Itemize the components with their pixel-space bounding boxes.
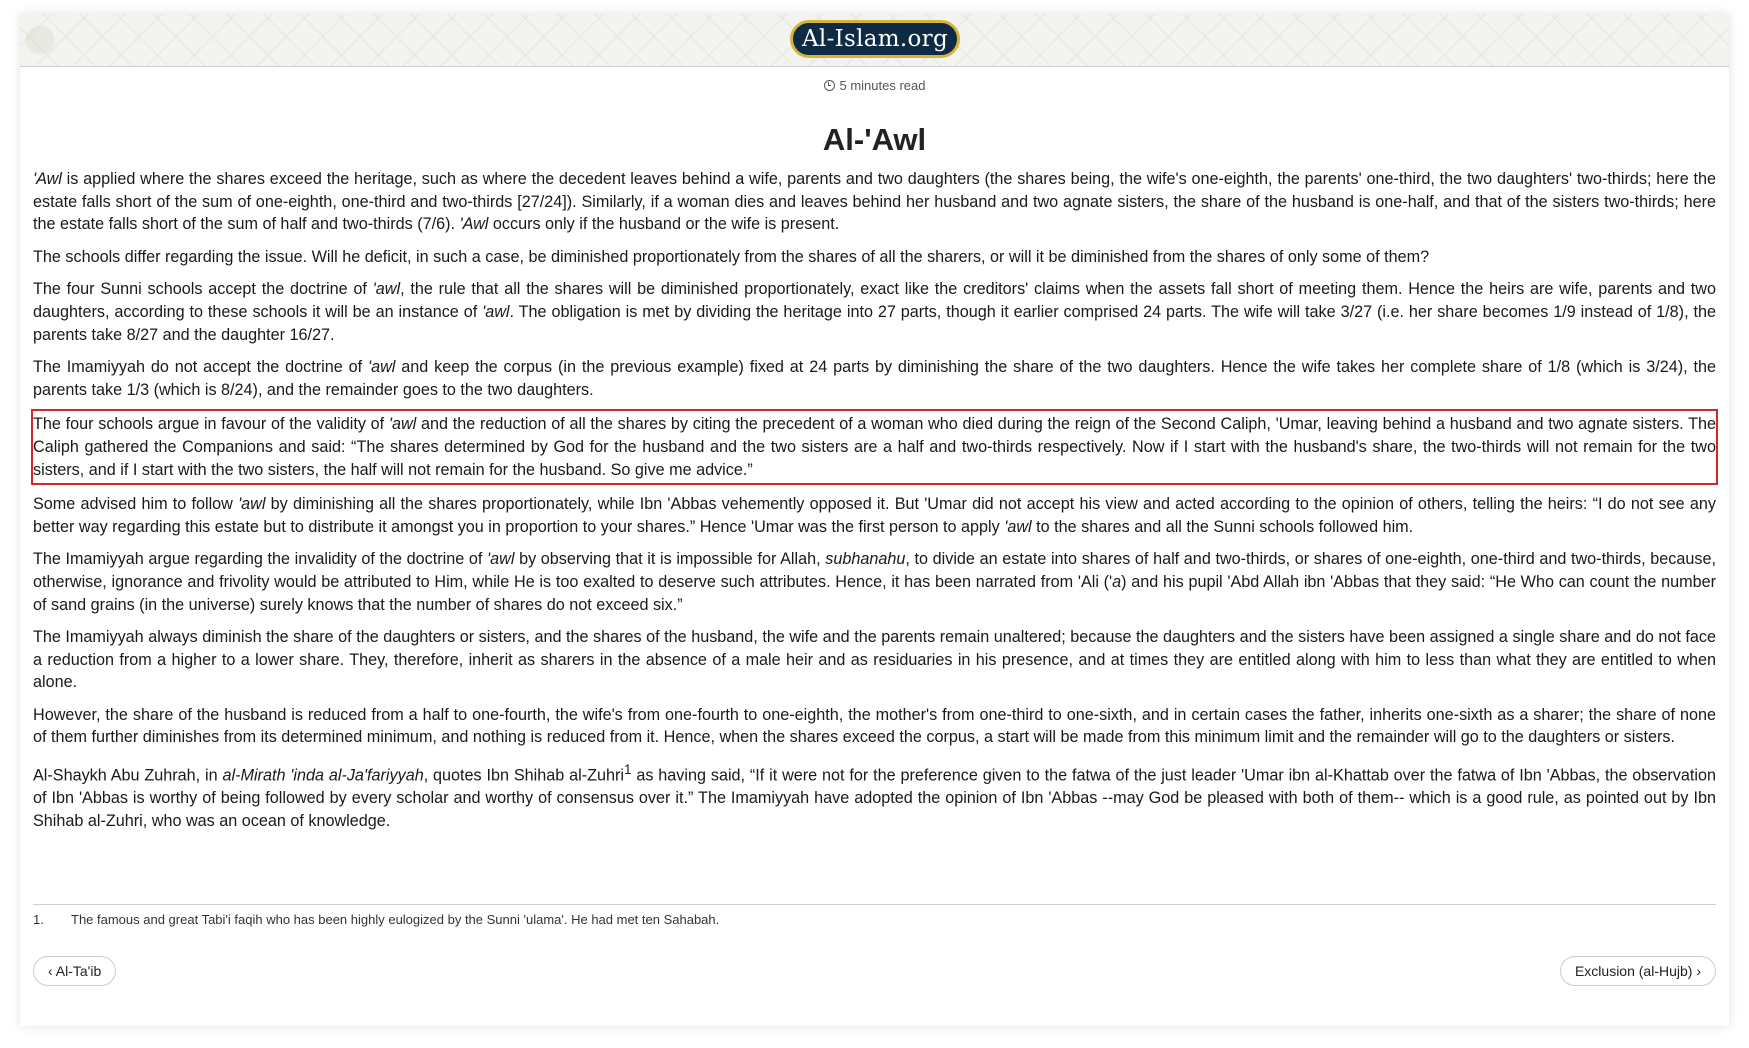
footnote-number[interactable]: 1.: [33, 912, 44, 927]
paragraph: 'Awl is applied where the shares exceed the heritage, such as where the decedent leaves behind a wife, parents and two daughters (the shares being, the wife's one-eighth, the parents' one-third, the two daughters' two-thirds; here the estate falls short of the sum of one-eighth, one-third and two-thirds [27/24]). Similarly, if a woman dies and leaves behind her husband and two agnate sisters, the share of the husband is one-half, and that of the sisters two-thirds; here the estate falls short of the sum of half and two-thirds (7/6). 'Awl occurs only if the husband or the wife is present.: [33, 170, 1716, 234]
paragraph: The four Sunni schools accept the doctrine of 'awl, the rule that all the shares will be diminished proportionately, exact like the creditors' claims when the assets fall short of meeting them. Hence the heirs are wife, parents and two daughters, according to these schools it will be an instance of 'awl. The obligation is met by dividing the heritage into 27 parts, though it earlier comprised 24 parts. The wife will take 3/27 (i.e. her share becomes 1/9 instead of 1/8), the parents take 8/27 and the daughter 16/27.: [33, 280, 1716, 344]
clock-icon: [824, 80, 835, 91]
article-body: [33, 168, 1716, 842]
paragraph: The Imamiyyah always diminish the share of the daughters or sisters, and the shares of the husband, the wife and the parents remain unaltered; because the daughters and the sisters have been assigned a single share and do not face a reduction from a higher to a lower share. They, therefore, inherit as sharers in the absence of a male heir and as residuaries in his presence, and at times they are entitled along with him to less than what they are entitled to when alone.: [33, 628, 1716, 692]
paragraph: Al-Shaykh Abu Zuhrah, in al-Mirath 'inda al-Ja'fariyyah, quotes Ibn Shihab al-Zuhri$^1$ as having said, “If it were not for the preference given to the fatwa of the just leader 'Umar ibn al-Khattab over the fatwa of Ibn 'Abbas, the observation of Ibn 'Abbas is worthy of being followed by every scholar and worthy of consensus over it.” The Imamiyyah have adopted the opinion of Ibn 'Abbas --may God be pleased with both of them-- which is a good rule, as pointed out by Ibn Shihab al-Zuhri, who was an ocean of knowledge.: [33, 762, 1716, 830]
paragraph: However, the share of the husband is reduced from a half to one-fourth, the wife's from one-fourth to one-eighth, the mother's from one-third to one-sixth, and in certain cases the father, inherits one-sixth as a sharer; the share of none of them further diminishes from its determined minimum, and nothing is reduced from it. Hence, when the shares exceed the corpus, a start will be made from this minimum limit and the remainder will go to the daughters or sisters.: [33, 705, 1716, 747]
footnote-text: The famous and great Tabi'i faqih who has been highly eulogized by the Sunni 'ulama'. He had met ten Sahabah.: [71, 912, 720, 927]
highlighted-paragraph: The four schools argue in favour of the validity of 'awl and the reduction of all the shares by citing the precedent of a woman who died during the reign of the Second Caliph, 'Umar, leaving behind a husband and two agnate sisters. The Caliph gathered the Companions and said: “The shares determined by God for the husband and the two sisters are a half and two-thirds respectively. Now if I start with the husband's share, the two-thirds will not remain for the two sisters, and if I start with the two sisters, the half will not remain for the husband. So give me advice.”: [33, 411, 1716, 483]
footnote-divider: [33, 904, 1716, 905]
read-time-label: 5 minutes read: [839, 78, 926, 93]
next-chapter-button[interactable]: Exclusion (al-Hujb) ›: [1560, 956, 1716, 986]
paragraph: The schools differ regarding the issue. Will he deficit, in such a case, be diminished proportionately from the shares of all the sharers, or will it be diminished from the shares of only some of them?: [33, 247, 1430, 266]
paragraph: The Imamiyyah do not accept the doctrine of 'awl and keep the corpus (in the previous example) fixed at 24 parts by diminishing the share of the two daughters. Hence the wife takes her complete share of 1/8 (which is 3/24), the parents take 1/3 (which is 8/24), and the remainder goes to the two daughters.: [33, 358, 1716, 399]
site-header: [20, 14, 1729, 67]
paragraph: Some advised him to follow 'awl by diminishing all the shares proportionately, while Ibn 'Abbas vehemently opposed it. But 'Umar did not accept his view and acted according to the opinion of others, telling the heirs: “I do not see any better way regarding this estate but to distribute it amongst you in proportion to your shares.” Hence 'Umar was the first person to apply 'awl to the shares and all the Sunni schools followed him.: [33, 495, 1716, 536]
paragraph: The Imamiyyah argue regarding the invalidity of the doctrine of 'awl by observing that it is impossible for Allah, subhanahu, to divide an estate into shares of half and two-thirds, or shares of one-eighth, one-third and two-thirds, because, otherwise, ignorance and frivolity would be attributed to Him, while He is too exalted to deserve such attributes. Hence, it has been narrated from 'Ali ('a) and his pupil 'Abd Allah ibn 'Abbas that they said: “He Who can count the number of sand grains (in the universe) surely knows that the number of shares do not exceed six.”: [33, 550, 1716, 614]
read-time: [20, 78, 1729, 93]
page: [20, 14, 1729, 1026]
prev-chapter-button[interactable]: ‹ Al-Ta'ib: [33, 956, 116, 986]
site-logo[interactable]: Al-Islam.org: [790, 20, 960, 58]
footnote: [33, 912, 1716, 927]
page-title: Al-'Awl: [822, 122, 927, 157]
